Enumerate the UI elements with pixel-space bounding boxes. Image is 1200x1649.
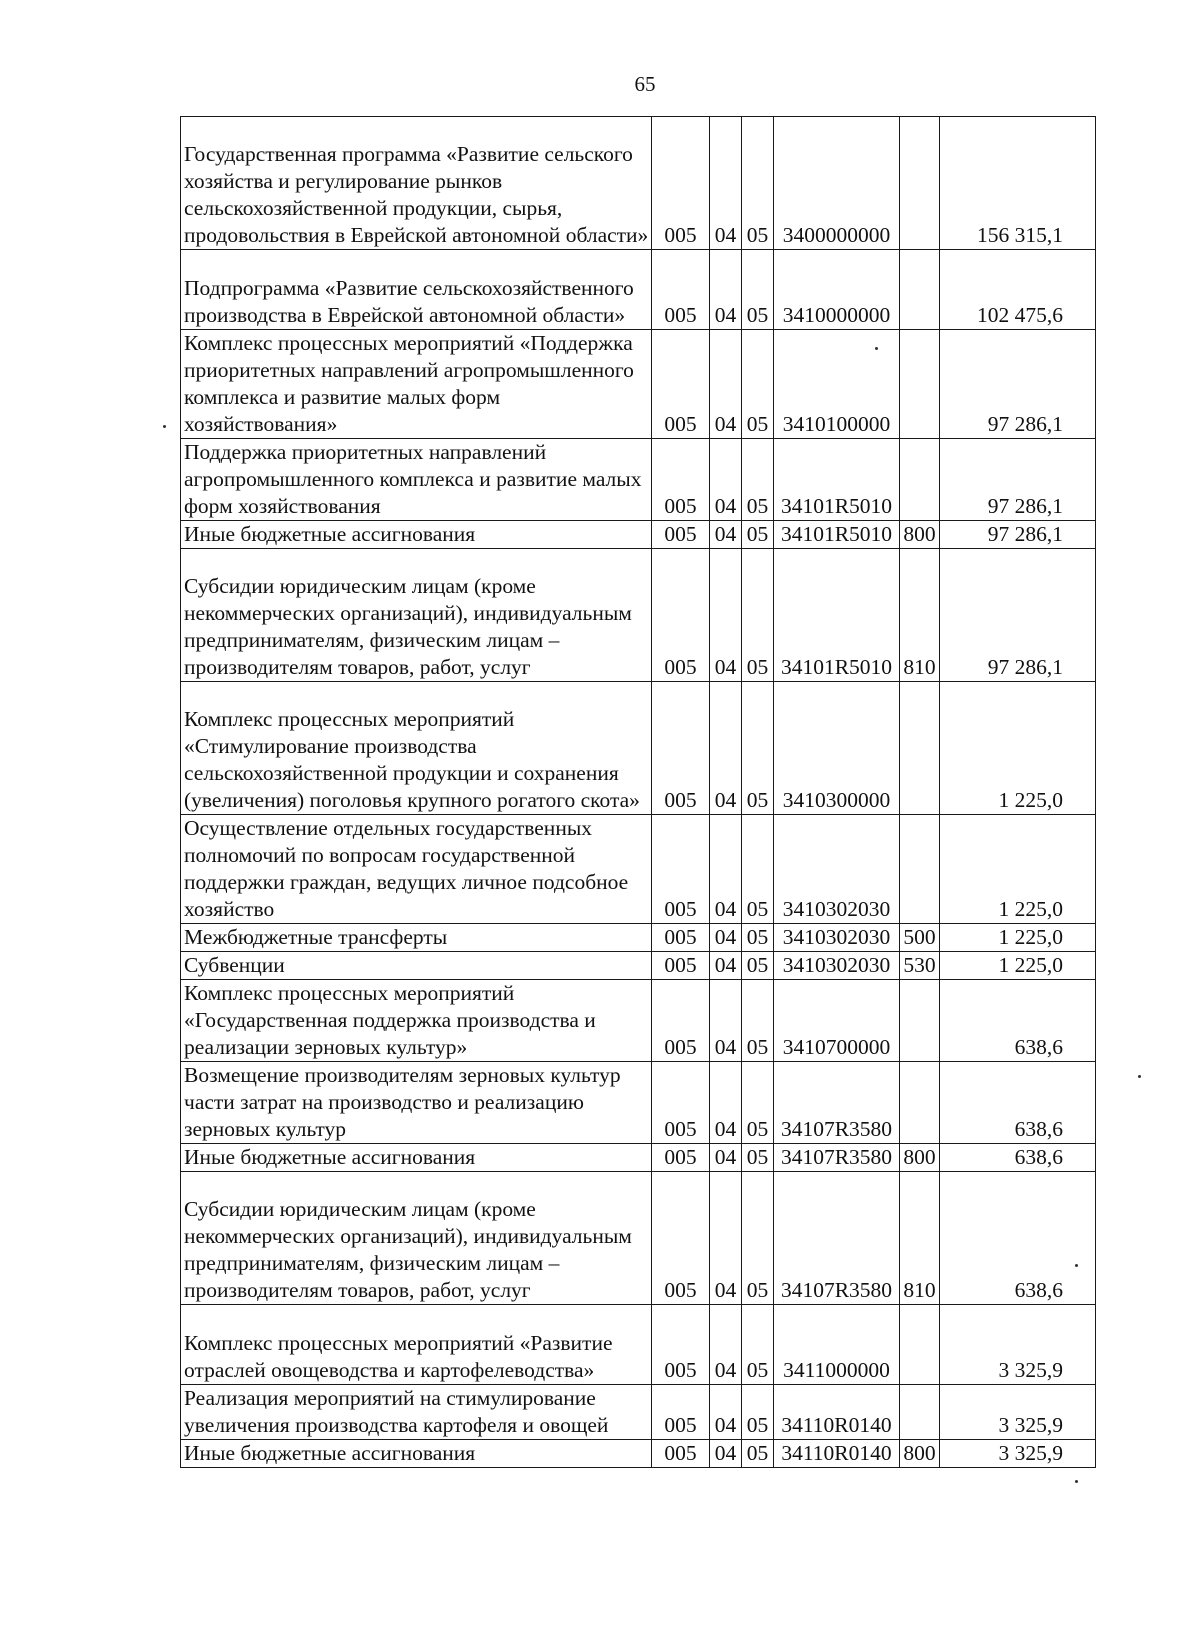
target-article-cell: 34101R5010 (774, 549, 900, 682)
table-row (181, 330, 1096, 439)
subsection-code-cell: 05 (742, 549, 774, 682)
expense-type-cell (900, 250, 940, 330)
expense-type-cell (900, 439, 940, 521)
grbs-code-cell: 005 (652, 815, 710, 924)
target-article-cell: 3400000000 (774, 117, 900, 250)
table-row (181, 1385, 1096, 1440)
scan-speck (1075, 1480, 1078, 1483)
amount-cell: 1 225,0 (940, 952, 1096, 980)
row-name-cell: Субсидии юридическим лицам (кроме некоммерческих организаций), индивидуальным предпринимателям, физическим лицам – производителям товаров, работ, услуг (181, 549, 652, 682)
subsection-code-cell: 05 (742, 952, 774, 980)
amount-cell: 97 286,1 (940, 330, 1096, 439)
section-code-cell: 04 (710, 439, 742, 521)
row-name-cell: Межбюджетные трансферты (181, 924, 652, 952)
grbs-code-cell: 005 (652, 330, 710, 439)
target-article-cell: 34107R3580 (774, 1144, 900, 1172)
row-name-cell: Осуществление отдельных государственных полномочий по вопросам государственной поддержки граждан, ведущих личное подсобное хозяйство (181, 815, 652, 924)
row-name-cell: Поддержка приоритетных направлений агропромышленного комплекса и развитие малых форм хозяйствования (181, 439, 652, 521)
subsection-code-cell: 05 (742, 980, 774, 1062)
section-code-cell: 04 (710, 330, 742, 439)
subsection-code-cell: 05 (742, 1172, 774, 1305)
table-row (181, 952, 1096, 980)
target-article-cell: 34107R3580 (774, 1062, 900, 1144)
table-row (181, 521, 1096, 549)
expense-type-cell: 810 (900, 1172, 940, 1305)
amount-cell: 97 286,1 (940, 439, 1096, 521)
grbs-code-cell: 005 (652, 682, 710, 815)
grbs-code-cell: 005 (652, 980, 710, 1062)
table-row (181, 117, 1096, 250)
section-code-cell: 04 (710, 1062, 742, 1144)
scan-speck (875, 347, 878, 350)
section-code-cell: 04 (710, 1385, 742, 1440)
grbs-code-cell: 005 (652, 1305, 710, 1385)
grbs-code-cell: 005 (652, 1144, 710, 1172)
amount-cell: 97 286,1 (940, 521, 1096, 549)
expense-type-cell (900, 815, 940, 924)
grbs-code-cell: 005 (652, 1440, 710, 1468)
section-code-cell: 04 (710, 1144, 742, 1172)
grbs-code-cell: 005 (652, 924, 710, 952)
target-article-cell: 3411000000 (774, 1305, 900, 1385)
amount-cell: 3 325,9 (940, 1305, 1096, 1385)
row-name-cell: Реализация мероприятий на стимулирование увеличения производства картофеля и овощей (181, 1385, 652, 1440)
section-code-cell: 04 (710, 549, 742, 682)
row-name-cell: Возмещение производителям зерновых культур части затрат на производство и реализацию зерновых культур (181, 1062, 652, 1144)
row-name-cell: Комплекс процессных мероприятий «Поддержка приоритетных направлений агропромышленного комплекса и развитие малых форм хозяйствования» (181, 330, 652, 439)
row-name-cell: Иные бюджетные ассигнования (181, 1440, 652, 1468)
row-name-cell: Государственная программа «Развитие сельского хозяйства и регулирование рынков сельскохозяйственной продукции, сырья, продовольствия в Еврейской автономной области» (181, 117, 652, 250)
subsection-code-cell: 05 (742, 439, 774, 521)
subsection-code-cell: 05 (742, 250, 774, 330)
row-name-cell: Иные бюджетные ассигнования (181, 521, 652, 549)
subsection-code-cell: 05 (742, 117, 774, 250)
subsection-code-cell: 05 (742, 1385, 774, 1440)
grbs-code-cell: 005 (652, 1385, 710, 1440)
expense-type-cell (900, 1062, 940, 1144)
subsection-code-cell: 05 (742, 1440, 774, 1468)
row-name-cell: Комплекс процессных мероприятий «Государственная поддержка производства и реализации зерновых культур» (181, 980, 652, 1062)
scan-speck (163, 425, 166, 428)
section-code-cell: 04 (710, 521, 742, 549)
target-article-cell: 3410302030 (774, 924, 900, 952)
table-row (181, 439, 1096, 521)
table-row (181, 980, 1096, 1062)
section-code-cell: 04 (710, 1172, 742, 1305)
grbs-code-cell: 005 (652, 952, 710, 980)
expense-type-cell: 810 (900, 549, 940, 682)
target-article-cell: 3410302030 (774, 815, 900, 924)
target-article-cell: 3410302030 (774, 952, 900, 980)
subsection-code-cell: 05 (742, 1062, 774, 1144)
scan-speck (1075, 1264, 1078, 1267)
subsection-code-cell: 05 (742, 1305, 774, 1385)
subsection-code-cell: 05 (742, 815, 774, 924)
target-article-cell: 3410000000 (774, 250, 900, 330)
expense-type-cell: 500 (900, 924, 940, 952)
expense-type-cell: 530 (900, 952, 940, 980)
row-name-cell: Комплекс процессных мероприятий «Стимулирование производства сельскохозяйственной продукции и сохранения (увеличения) поголовья крупного рогатого скота» (181, 682, 652, 815)
grbs-code-cell: 005 (652, 117, 710, 250)
section-code-cell: 04 (710, 682, 742, 815)
amount-cell: 638,6 (940, 1144, 1096, 1172)
expense-type-cell (900, 1305, 940, 1385)
section-code-cell: 04 (710, 250, 742, 330)
row-name-cell: Субсидии юридическим лицам (кроме некоммерческих организаций), индивидуальным предпринимателям, физическим лицам – производителям товаров, работ, услуг (181, 1172, 652, 1305)
target-article-cell: 34101R5010 (774, 439, 900, 521)
table-row (181, 682, 1096, 815)
amount-cell: 102 475,6 (940, 250, 1096, 330)
amount-cell: 97 286,1 (940, 549, 1096, 682)
row-name-cell: Комплекс процессных мероприятий «Развитие отраслей овощеводства и картофелеводства» (181, 1305, 652, 1385)
table-row (181, 250, 1096, 330)
expense-type-cell (900, 980, 940, 1062)
section-code-cell: 04 (710, 1305, 742, 1385)
table-row (181, 549, 1096, 682)
scan-speck (1138, 1075, 1141, 1078)
amount-cell: 3 325,9 (940, 1385, 1096, 1440)
expense-type-cell (900, 1385, 940, 1440)
amount-cell: 638,6 (940, 980, 1096, 1062)
grbs-code-cell: 005 (652, 439, 710, 521)
amount-cell: 3 325,9 (940, 1440, 1096, 1468)
section-code-cell: 04 (710, 952, 742, 980)
amount-cell: 1 225,0 (940, 682, 1096, 815)
target-article-cell: 34101R5010 (774, 521, 900, 549)
budget-table (180, 116, 1096, 1468)
section-code-cell: 04 (710, 980, 742, 1062)
target-article-cell: 34107R3580 (774, 1172, 900, 1305)
amount-cell: 638,6 (940, 1172, 1096, 1305)
expense-type-cell: 800 (900, 1144, 940, 1172)
expense-type-cell: 800 (900, 1440, 940, 1468)
amount-cell: 156 315,1 (940, 117, 1096, 250)
table-row (181, 1440, 1096, 1468)
table-row (181, 1062, 1096, 1144)
table-row (181, 1144, 1096, 1172)
section-code-cell: 04 (710, 815, 742, 924)
expense-type-cell (900, 117, 940, 250)
page-number: 65 (634, 72, 656, 96)
row-name-cell: Субвенции (181, 952, 652, 980)
target-article-cell: 3410100000 (774, 330, 900, 439)
row-name-cell: Подпрограмма «Развитие сельскохозяйственного производства в Еврейской автономной области» (181, 250, 652, 330)
grbs-code-cell: 005 (652, 1172, 710, 1305)
amount-cell: 1 225,0 (940, 924, 1096, 952)
target-article-cell: 3410300000 (774, 682, 900, 815)
table-row (181, 924, 1096, 952)
expense-type-cell (900, 330, 940, 439)
subsection-code-cell: 05 (742, 682, 774, 815)
grbs-code-cell: 005 (652, 549, 710, 682)
grbs-code-cell: 005 (652, 1062, 710, 1144)
grbs-code-cell: 005 (652, 250, 710, 330)
table-row (181, 1305, 1096, 1385)
target-article-cell: 34110R0140 (774, 1385, 900, 1440)
subsection-code-cell: 05 (742, 330, 774, 439)
budget-table-body (181, 117, 1096, 1468)
section-code-cell: 04 (710, 117, 742, 250)
table-row (181, 1172, 1096, 1305)
expense-type-cell: 800 (900, 521, 940, 549)
target-article-cell: 3410700000 (774, 980, 900, 1062)
row-name-cell: Иные бюджетные ассигнования (181, 1144, 652, 1172)
expense-type-cell (900, 682, 940, 815)
subsection-code-cell: 05 (742, 521, 774, 549)
section-code-cell: 04 (710, 1440, 742, 1468)
amount-cell: 638,6 (940, 1062, 1096, 1144)
section-code-cell: 04 (710, 924, 742, 952)
amount-cell: 1 225,0 (940, 815, 1096, 924)
subsection-code-cell: 05 (742, 924, 774, 952)
grbs-code-cell: 005 (652, 521, 710, 549)
subsection-code-cell: 05 (742, 1144, 774, 1172)
target-article-cell: 34110R0140 (774, 1440, 900, 1468)
table-row (181, 815, 1096, 924)
